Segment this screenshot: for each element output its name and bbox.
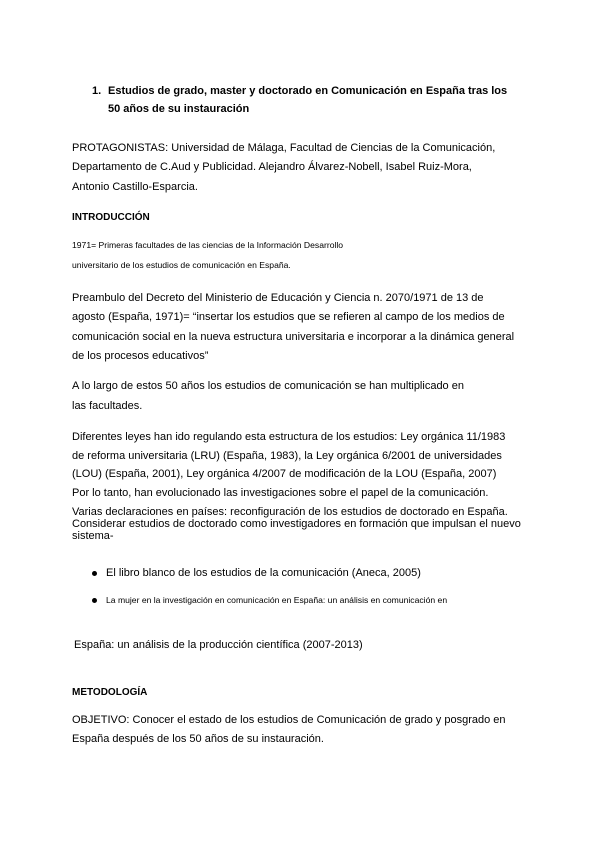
- bullet-icon: [92, 598, 97, 603]
- preambulo-line-3: comunicación social en la nueva estructura universitaria e incorporar a la dinámica general: [72, 331, 515, 343]
- introduccion-title: INTRODUCCIÓN: [72, 212, 150, 223]
- preambulo-line-1: Preambulo del Decreto del Ministerio de Educación y Ciencia n. 2070/1971 de 13 de: [72, 292, 484, 304]
- heading-number: 1.: [92, 85, 102, 97]
- leyes-line-4: Por lo tanto, han evolucionado las investigaciones sobre el papel de la comunicación.: [72, 487, 489, 499]
- preambulo-line-2: agosto (España, 1971)= “insertar los estudios que se refieren al campo de los medios de: [72, 311, 505, 323]
- declaraciones-line-3: sistema-: [72, 530, 114, 542]
- protagonistas-line-3: Antonio Castillo-Esparcia.: [72, 181, 198, 193]
- heading-line-1: Estudios de grado, master y doctorado en Comunicación en España tras los: [108, 85, 508, 97]
- continuation-line: España: un análisis de la producción científica (2007-2013): [74, 639, 363, 651]
- metodologia-title: METODOLOGÍA: [72, 687, 148, 698]
- objetivo-line-1: OBJETIVO: Conocer el estado de los estudios de Comunicación de grado y posgrado en: [72, 714, 506, 726]
- bullet-item-2: La mujer en la investigación en comunicación en España: un análisis en comunicación en: [106, 595, 448, 605]
- bullet-icon: [92, 571, 97, 576]
- objetivo-line-2: España después de los 50 años de su instauración.: [72, 733, 324, 745]
- intro-note-line-1: 1971= Primeras facultades de las ciencias de la Información Desarrollo: [72, 240, 344, 250]
- protagonistas-line-2: Departamento de C.Aud y Publicidad. Alejandro Álvarez-Nobell, Isabel Ruiz-Mora,: [72, 161, 472, 173]
- intro-note-line-2: universitario de los estudios de comunicación en España.: [72, 260, 291, 270]
- declaraciones-line-2: Considerar estudios de doctorado como investigadores en formación que impulsan el nuevo: [72, 518, 521, 530]
- preambulo-line-4: de los procesos educativos”: [72, 350, 209, 362]
- multiplicado-line-1: A lo largo de estos 50 años los estudios de comunicación se han multiplicado en: [72, 380, 464, 392]
- bullet-item-1: El libro blanco de los estudios de la comunicación (Aneca, 2005): [106, 567, 421, 579]
- declaraciones-line-1: Varias declaraciones en países: reconfiguración de los estudios de doctorado en España.: [72, 506, 508, 518]
- protagonistas-line-1: PROTAGONISTAS: Universidad de Málaga, Facultad de Ciencias de la Comunicación,: [72, 142, 496, 154]
- leyes-line-2: de reforma universitaria (LRU) (España, 1983), la Ley orgánica 6/2001 de universidades: [72, 450, 502, 462]
- leyes-line-3: (LOU) (España, 2001), Ley orgánica 4/2007 de modificación de la LOU (España, 2007): [72, 468, 497, 480]
- leyes-line-1: Diferentes leyes han ido regulando esta estructura de los estudios: Ley orgánica 11/1983: [72, 431, 506, 443]
- multiplicado-line-2: las facultades.: [72, 400, 143, 412]
- heading-line-2: 50 años de su instauración: [108, 103, 250, 115]
